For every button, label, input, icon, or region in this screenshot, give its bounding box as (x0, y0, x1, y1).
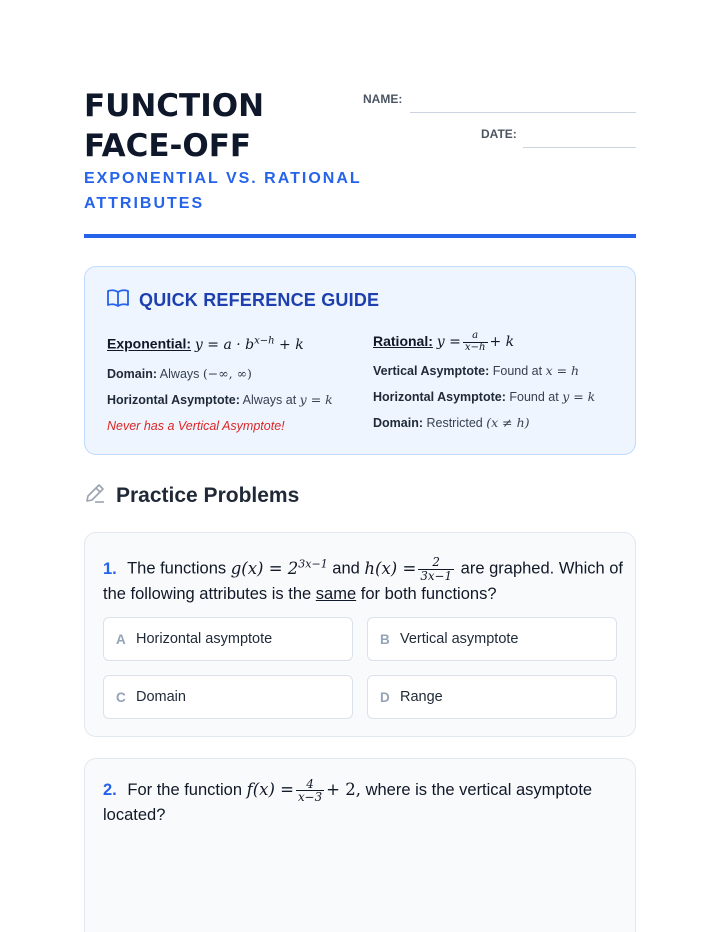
option-c-text: Domain (136, 689, 186, 705)
answer-option-b[interactable] (367, 617, 617, 661)
rat-ha-text: Found at (509, 390, 559, 404)
rational-label: Rational: (373, 333, 433, 349)
q1-text-b: are graphed. Which of the following attributes is the (103, 559, 624, 603)
date-field[interactable] (523, 147, 636, 148)
option-d-text: Range (400, 689, 443, 705)
title-line-2: FACE-OFF (84, 128, 252, 164)
option-b-letter: B (380, 631, 390, 647)
q1-h-numerator: 2 (418, 556, 454, 569)
rat-numerator: a (463, 331, 488, 343)
rat-va-text: Found at (492, 364, 543, 378)
q1-h-function (364, 555, 456, 583)
q1-g-exponent: 3x−1 (298, 557, 328, 570)
q1-h-expr: h(x) = (364, 558, 417, 578)
rational-column (373, 329, 635, 432)
rat-domain-label: Domain: (373, 416, 423, 430)
rat-denominator: x−h (464, 341, 486, 353)
question-2-number: 2. (103, 781, 117, 799)
exp-formula-exponent: x−h (254, 335, 275, 346)
date-label: DATE: (481, 127, 517, 141)
name-field[interactable] (410, 112, 636, 113)
q1-emphasis: same (315, 584, 357, 603)
worksheet-header (84, 86, 636, 240)
q1-h-denominator: 3x−1 (420, 568, 453, 583)
q2-f-expr: f(x) = (246, 780, 294, 799)
exp-ha-value: y = k (299, 391, 333, 407)
q2-text-b: where is the vertical asymptote located? (103, 781, 593, 825)
rat-va-value: x = h (545, 363, 580, 378)
open-book-icon (107, 289, 129, 312)
option-b-text: Vertical asymptote (400, 631, 519, 647)
practice-title: Practice Problems (116, 483, 300, 507)
q1-text-a: The functions (127, 559, 227, 578)
rat-va-label: Vertical Asymptote: (373, 364, 490, 378)
header-divider (84, 234, 636, 238)
guide-header (107, 289, 379, 312)
rational-domain (373, 414, 635, 432)
guide-title: QUICK REFERENCE GUIDE (139, 290, 380, 310)
answer-option-a[interactable] (103, 617, 353, 661)
q2-f-denominator: x−3 (297, 790, 323, 804)
rat-domain-value: (x ≠ h) (486, 415, 530, 430)
option-c-letter: C (116, 689, 126, 705)
exp-formula-lhs: y = a · b (194, 336, 255, 353)
rat-ha-value: y = k (562, 389, 596, 404)
rat-formula-rhs: + k (489, 334, 515, 350)
q2-f-numerator: 4 (296, 778, 324, 791)
exponential-domain (107, 365, 369, 383)
answer-option-c[interactable] (103, 675, 353, 719)
name-label: NAME: (363, 92, 403, 106)
question-card-2 (84, 758, 636, 932)
q1-h-fraction (418, 556, 454, 582)
q1-g-function (231, 559, 328, 578)
rational-horizontal-asymptote (373, 388, 635, 406)
exp-domain-label: Domain: (107, 366, 157, 381)
q1-and: and (332, 559, 360, 578)
exp-ha-text: Always at (242, 392, 297, 407)
question-2-text (103, 777, 623, 828)
quick-reference-guide (84, 266, 636, 455)
exponential-column (107, 329, 369, 435)
exp-domain-text: Always (159, 366, 200, 381)
title-line-1: FUNCTION (84, 88, 265, 124)
subtitle-line-1: EXPONENTIAL VS. RATIONAL (84, 170, 362, 187)
rat-fraction (463, 331, 488, 353)
exponential-horizontal-asymptote (107, 391, 369, 409)
q1-g-expr: g(x) = 2 (230, 558, 299, 578)
rat-domain-text: Restricted (426, 416, 483, 430)
pencil-icon (84, 482, 106, 509)
exp-ha-label: Horizontal Asymptote: (107, 392, 240, 407)
option-a-text: Horizontal asymptote (136, 631, 273, 647)
question-1-text (103, 551, 623, 607)
question-1-number: 1. (103, 559, 117, 578)
answer-option-d[interactable] (367, 675, 617, 719)
page-title (84, 86, 354, 166)
q2-f-fraction (296, 778, 324, 804)
practice-header (84, 482, 299, 509)
exponential-formula (107, 329, 369, 357)
q2-f-rhs: + 2, (326, 780, 361, 799)
exponential-equation (195, 337, 304, 353)
q2-f-function (246, 776, 361, 804)
rational-vertical-asymptote (373, 362, 635, 380)
subtitle-line-2: ATTRIBUTES (84, 195, 205, 212)
question-card-1 (84, 532, 636, 737)
q1-text-c: for both functions? (360, 584, 497, 603)
option-d-letter: D (380, 689, 390, 705)
option-a-letter: A (116, 631, 126, 647)
exponential-label: Exponential: (107, 335, 192, 352)
rational-formula (373, 329, 635, 354)
rat-ha-label: Horizontal Asymptote: (373, 390, 506, 404)
page-subtitle (84, 166, 374, 216)
rational-equation (436, 329, 515, 353)
exp-formula-rhs: + k (274, 336, 304, 353)
exp-domain-value: (−∞, ∞) (202, 365, 252, 381)
exponential-warning-note: Never has a Vertical Asymptote! (107, 418, 285, 433)
rat-formula-lhs: y = (436, 334, 461, 350)
q2-text-a: For the function (127, 781, 243, 799)
